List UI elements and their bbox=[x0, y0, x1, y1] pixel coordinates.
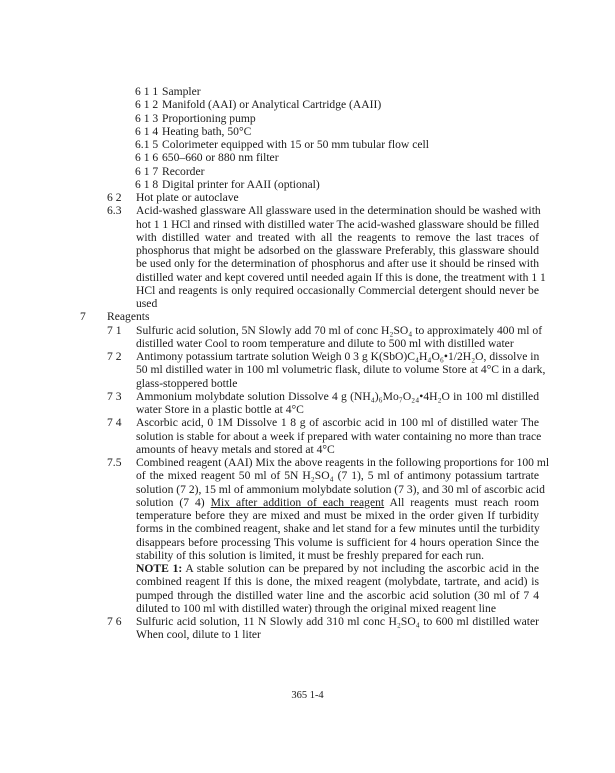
text-line: phosphorus that might be adsorbed on the glassware Preferably, this glassware should bbox=[136, 244, 539, 257]
section-number: 6.3 bbox=[107, 204, 122, 218]
note-label: NOTE 1: bbox=[136, 562, 183, 575]
equipment-item bbox=[0, 165, 615, 178]
section-number: 7.5 bbox=[107, 456, 122, 469]
text-line: be used only for the determination of phosphorus and after use it should be rinsed with bbox=[136, 257, 539, 271]
section-number: 7 2 bbox=[107, 350, 122, 363]
section-number: 6 2 bbox=[107, 191, 122, 204]
item-number: 6 1 2 bbox=[135, 98, 159, 112]
text-line: HCl and reagents is only required occasionally Commercial detergent should never be bbox=[136, 283, 539, 297]
text-line: distilled water and kept covered until needed again If this is done, the treatment with 1 1 bbox=[136, 270, 546, 284]
text-line: with distilled water and treated with all the reagents to remove the last traces of bbox=[136, 230, 539, 244]
page-number: 365 1-4 bbox=[291, 690, 324, 701]
equipment-item bbox=[0, 151, 615, 164]
text-line: stability of this solution is limited, it must be freshly prepared for each run. bbox=[136, 548, 485, 562]
section-7-4 bbox=[0, 416, 615, 456]
item-number: 6 1 8 bbox=[135, 177, 159, 191]
text-line: Acid-washed glassware All glassware used in the determination should be washed with bbox=[136, 204, 541, 218]
section-number: 7 1 bbox=[107, 323, 122, 337]
equipment-item bbox=[0, 98, 615, 111]
text-line: water Store in a plastic bottle at 4°C bbox=[136, 403, 304, 416]
item-number: 6 1 7 bbox=[135, 164, 159, 178]
equipment-item bbox=[0, 178, 615, 191]
text-line: temperature before they are mixed and must be mixed in the order given If turbidity bbox=[136, 509, 539, 522]
text-line: of the mixed reagent 50 ml of 5N H₂SO₄ (7 1), 5 ml of antimony potassium tartrate bbox=[136, 469, 539, 483]
text-line: Sulfuric acid solution, 5N Slowly add 70 ml of conc H₂SO₄ to approximately 400 ml of bbox=[136, 323, 543, 337]
text-line: amounts of heavy metals and stored at 4°C bbox=[136, 442, 335, 456]
section-6-2 bbox=[0, 191, 615, 204]
section-number: 7 6 bbox=[107, 615, 122, 628]
note-line: NOTE 1: A stable solution can be prepared by not including the ascorbic acid in the bbox=[136, 562, 539, 575]
item-number: 6 1 1 bbox=[135, 85, 159, 98]
item-text: Colorimeter equipped with 15 or 50 mm tubular flow cell bbox=[162, 138, 429, 151]
item-number: 6 1 4 bbox=[135, 124, 159, 138]
section-7-1 bbox=[0, 324, 615, 351]
item-number: 6 1 3 bbox=[135, 111, 159, 125]
equipment-item bbox=[0, 125, 615, 138]
document-page bbox=[0, 85, 615, 642]
text-line: glass-stoppered bottle bbox=[136, 376, 238, 390]
item-text: Recorder bbox=[162, 164, 205, 178]
item-text: Manifold (AAI) or Analytical Cartridge (AAII) bbox=[162, 98, 382, 112]
text-line: When cool, dilute to 1 liter bbox=[136, 628, 261, 642]
section-6-3 bbox=[0, 204, 615, 310]
item-text: Heating bath, 50°C bbox=[162, 124, 252, 138]
section-7-2 bbox=[0, 350, 615, 390]
section-number: 7 bbox=[80, 310, 86, 324]
section-title: Reagents bbox=[107, 310, 150, 324]
section-text: Hot plate or autoclave bbox=[136, 191, 239, 204]
text-line: diluted to 100 ml with distilled water) through the original mixed reagent line bbox=[136, 601, 496, 615]
text-line: solution (7 2), 15 ml of ammonium molybdate solution (7 3), and 30 ml of ascorbic acid bbox=[136, 482, 545, 496]
item-text: 650–660 or 880 nm filter bbox=[162, 151, 279, 165]
text-line: Sulfuric acid solution, 11 N Slowly add 310 ml conc H₂SO₄ to 600 ml distilled water bbox=[136, 615, 539, 628]
text-line: pumped through the distilled water line and the ascorbic acid solution (30 ml of 7 4 bbox=[136, 588, 539, 602]
text-line: Combined reagent (AAI) Mix the above reagents in the following proportions for 100 ml bbox=[136, 456, 550, 469]
text-line: used bbox=[136, 297, 158, 310]
item-text: Proportioning pump bbox=[162, 111, 256, 125]
text-line: combined reagent If this is done, the mixed reagent (molybdate, tartrate, and acid) is bbox=[136, 575, 539, 589]
text-line: forms in the combined reagent, shake and let stand for a few minutes until the turbidity bbox=[136, 522, 540, 536]
text-line: Ascorbic acid, 0 1M Dissolve 1 8 g of ascorbic acid in 100 ml of distilled water The bbox=[136, 416, 539, 430]
underlined-text: Mix after addition of each reagent bbox=[210, 495, 385, 509]
text-line: distilled water Cool to room temperature and dilute to 500 ml with distilled water bbox=[136, 336, 514, 350]
section-7-5 bbox=[0, 456, 615, 615]
item-number: 6 1 6 bbox=[135, 151, 159, 165]
section-7-3 bbox=[0, 390, 615, 417]
text-line: solution is stable for about a week if prepared with water containing no more than trace bbox=[136, 429, 542, 443]
text-line: hot 1 1 HCl and rinsed with distilled water The acid-washed glassware should be filled bbox=[136, 217, 539, 231]
section-7-6 bbox=[0, 615, 615, 642]
item-number: 6.1 5 bbox=[135, 138, 159, 151]
equipment-item bbox=[0, 138, 615, 151]
equipment-item bbox=[0, 85, 615, 98]
text-line: Ammonium molybdate solution Dissolve 4 g (NH₄)₆Mo₇O₂₄•4H₂O in 100 ml distilled bbox=[136, 389, 539, 403]
item-text: Sampler bbox=[162, 85, 201, 98]
section-7-heading bbox=[0, 310, 615, 323]
text-line: disappears before processing This volume is sufficient for 4 hours operation Since the bbox=[136, 535, 539, 549]
text-line: solution (7 4) Mix after addition of each reagent All reagents must reach room bbox=[136, 495, 539, 509]
text-line: Antimony potassium tartrate solution Weigh 0 3 g K(SbO)C₄H₄O₆•1/2H₂O, dissolve in bbox=[136, 350, 540, 363]
section-number: 7 4 bbox=[107, 416, 122, 430]
section-number: 7 3 bbox=[107, 389, 122, 403]
equipment-item bbox=[0, 112, 615, 125]
item-text: Digital printer for AAII (optional) bbox=[162, 177, 320, 191]
text-line: 50 ml distilled water in 100 ml volumetric flask, dilute to volume Store at 4°C in a dark, bbox=[136, 363, 546, 377]
